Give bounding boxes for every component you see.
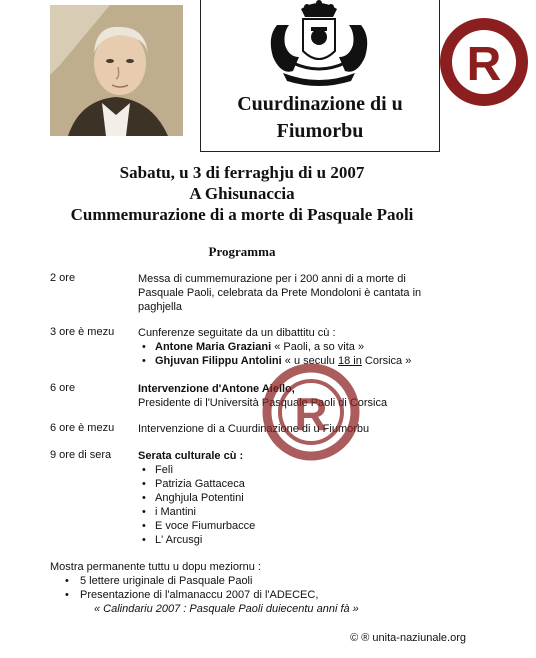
- event-place: A Ghisunaccia: [189, 184, 295, 203]
- program-title: Programma: [208, 244, 276, 259]
- time-item-2: 3 ore è mezu: [50, 326, 115, 338]
- time-item-5: 9 ore di sera: [50, 449, 112, 461]
- event-date: Sabatu, u 3 di ferraghju di u 2007: [119, 163, 365, 182]
- org-title-line2: Fiumorbu: [276, 120, 364, 142]
- desc-item-1: Messa di cummemurazione per i 200 anni di a morte di Pasquale Paoli, celebrata da Prete Mondoloni è cantata in paghjella: [138, 273, 422, 313]
- list-item: • L' Arcusgi: [138, 533, 438, 547]
- header-box: [200, 0, 440, 152]
- list-item: • Presentazione di l'almanaccu 2007 di l'ADECEC,: [50, 588, 430, 602]
- speaker-role: Presidente di l'Università Pasquale Paoli di Corsica: [138, 397, 388, 409]
- list-item: • 5 lettere uriginale di Pasquale Paoli: [50, 574, 430, 588]
- list-item: • Felì: [138, 463, 438, 477]
- svg-text:R: R: [294, 388, 328, 440]
- time-item-1: 2 ore: [50, 272, 76, 284]
- list-item: • Anghjula Potentini: [138, 491, 438, 505]
- list-item: • Antone Maria Graziani « Paoli, a so vita »: [138, 340, 448, 354]
- registered-stamp-icon: [263, 354, 359, 464]
- list-item: • Ghjuvan Filippu Antolini « u seculu 18 in Corsica »: [138, 354, 448, 368]
- conference-intro: Cunferenze seguitate da un dibattitu cù :: [138, 327, 336, 339]
- cultural-evening-heading: Serata culturale cù :: [138, 450, 244, 462]
- list-item: • i Mantini: [138, 505, 438, 519]
- time-item-4: 6 ore è mezu: [50, 422, 115, 434]
- event-subject: Cummemurazione di a morte di Pasquale Paoli: [70, 205, 414, 224]
- portrait-image: [50, 5, 183, 136]
- site-credit: © ® unita-naziunale.org: [350, 632, 466, 644]
- org-title-line1: Cuurdinazione di u: [237, 93, 403, 115]
- registered-stamp-icon: [436, 10, 502, 120]
- speaker-name: Intervenzione d'Antone Aiello,: [138, 383, 295, 395]
- performer-list: [138, 463, 438, 547]
- exhibition-section: [50, 560, 430, 616]
- time-item-3: 6 ore: [50, 382, 76, 394]
- list-item: • Patrizia Gattaceca: [138, 477, 438, 491]
- desc-item-4: Intervenzione di a Cuurdinazione di u Fiumorbu: [138, 423, 370, 435]
- almanac-quote: « Calindariu 2007 : Pasquale Paoli duiecentu anni fà »: [94, 603, 359, 615]
- svg-text:R: R: [466, 38, 502, 91]
- exhibition-intro: Mostra permanente tuttu u dopu meziornu :: [50, 561, 261, 573]
- exhibition-list: [50, 574, 430, 602]
- list-item: • E voce Fiumurbacce: [138, 519, 438, 533]
- coat-of-arms-icon: [263, 1, 375, 87]
